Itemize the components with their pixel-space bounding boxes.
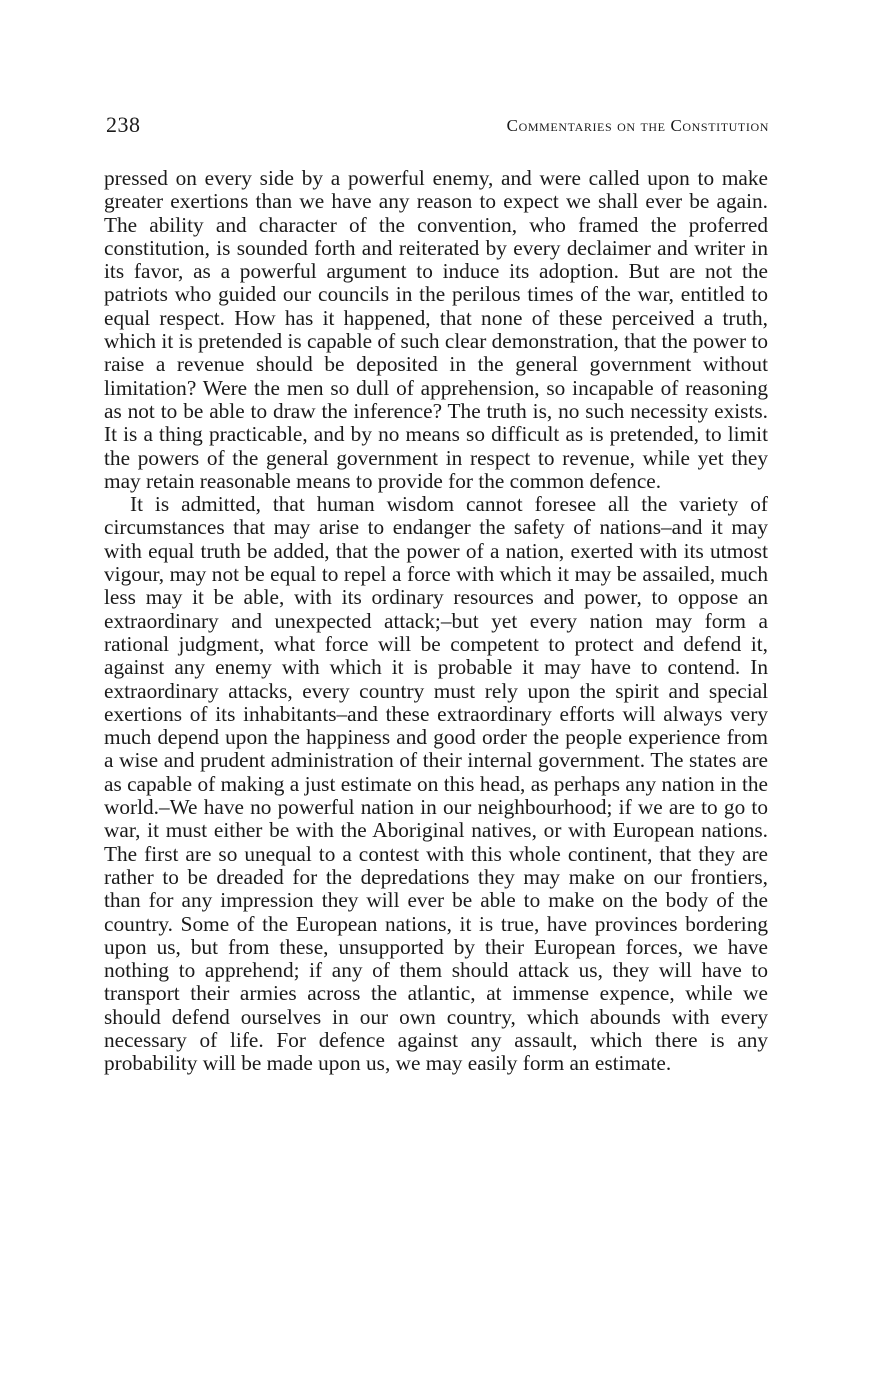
paragraph-2: It is admitted, that human wisdom cannot foresee all the variety of circumstances that may arise to endanger the safety of nations–and it may with equal truth be added, that the power of a nation, exerted with its utmost vigour, may not be equal to repel a force with which it may be assailed, much less may it be able, with its ordinary resources and power, to oppose an extraordinary and unexpected attack;–but yet every nation may form a rational judgment, what force will be competent to protect and defend it, against any enemy with which it is probable it may have to contend. In extraordinary attacks, every country must rely upon the spirit and special exertions of its inhabitants–and these extraordinary efforts will always very much depend upon the happiness and good order the people experience from a wise and prudent administration of their internal government. The states are as capable of making a just estimate on this head, as perhaps any nation in the world.–We have no powerful nation in our neighbourhood; if we are to go to war, it must either be with the Aboriginal natives, or with European nations. The first are so unequal to a contest with this whole continent, that they are rather to be dreaded for the depredations they may make on our frontiers, than for any impression they will ever be able to make on the body of the country. Some of the European nations, it is true, have provinces bordering upon us, but from these, unsupported by their European forces, we have nothing to apprehend; if any of them should attack us, they will have to transport their armies across the atlantic, at immense expence, while we should defend ourselves in our own country, which abounds with every necessary of life. For defence against any assault, which there is any probability will be made upon us, we may easily form an estimate. <box>104 492 768 1076</box>
page-number: 238 <box>106 112 141 137</box>
body-text <box>104 167 768 1076</box>
running-head <box>106 112 769 142</box>
paragraph-1: pressed on every side by a powerful enemy, and were called upon to make greater exertions than we have any reason to expect we shall ever be again. The ability and character of the convention, who framed the proferred constitution, is sounded forth and reiterated by every declaimer and writer in its favor, as a powerful argument to induce its adoption. But are not the patriots who guided our councils in the perilous times of the war, entitled to equal respect. How has it happened, that none of these perceived a truth, which it is pretended is capable of such clear demonstration, that the power to raise a revenue should be deposited in the general government without limitation? Were the men so dull of apprehension, so incapable of reasoning as not to be able to draw the inference? The truth is, no such necessity exists. It is a thing practicable, and by no means so difficult as is pretended, to limit the powers of the general government in respect to revenue, while yet they may retain reasonable means to provide for the common defence. <box>104 166 768 493</box>
running-title: Commentaries on the Constitution <box>506 116 769 135</box>
